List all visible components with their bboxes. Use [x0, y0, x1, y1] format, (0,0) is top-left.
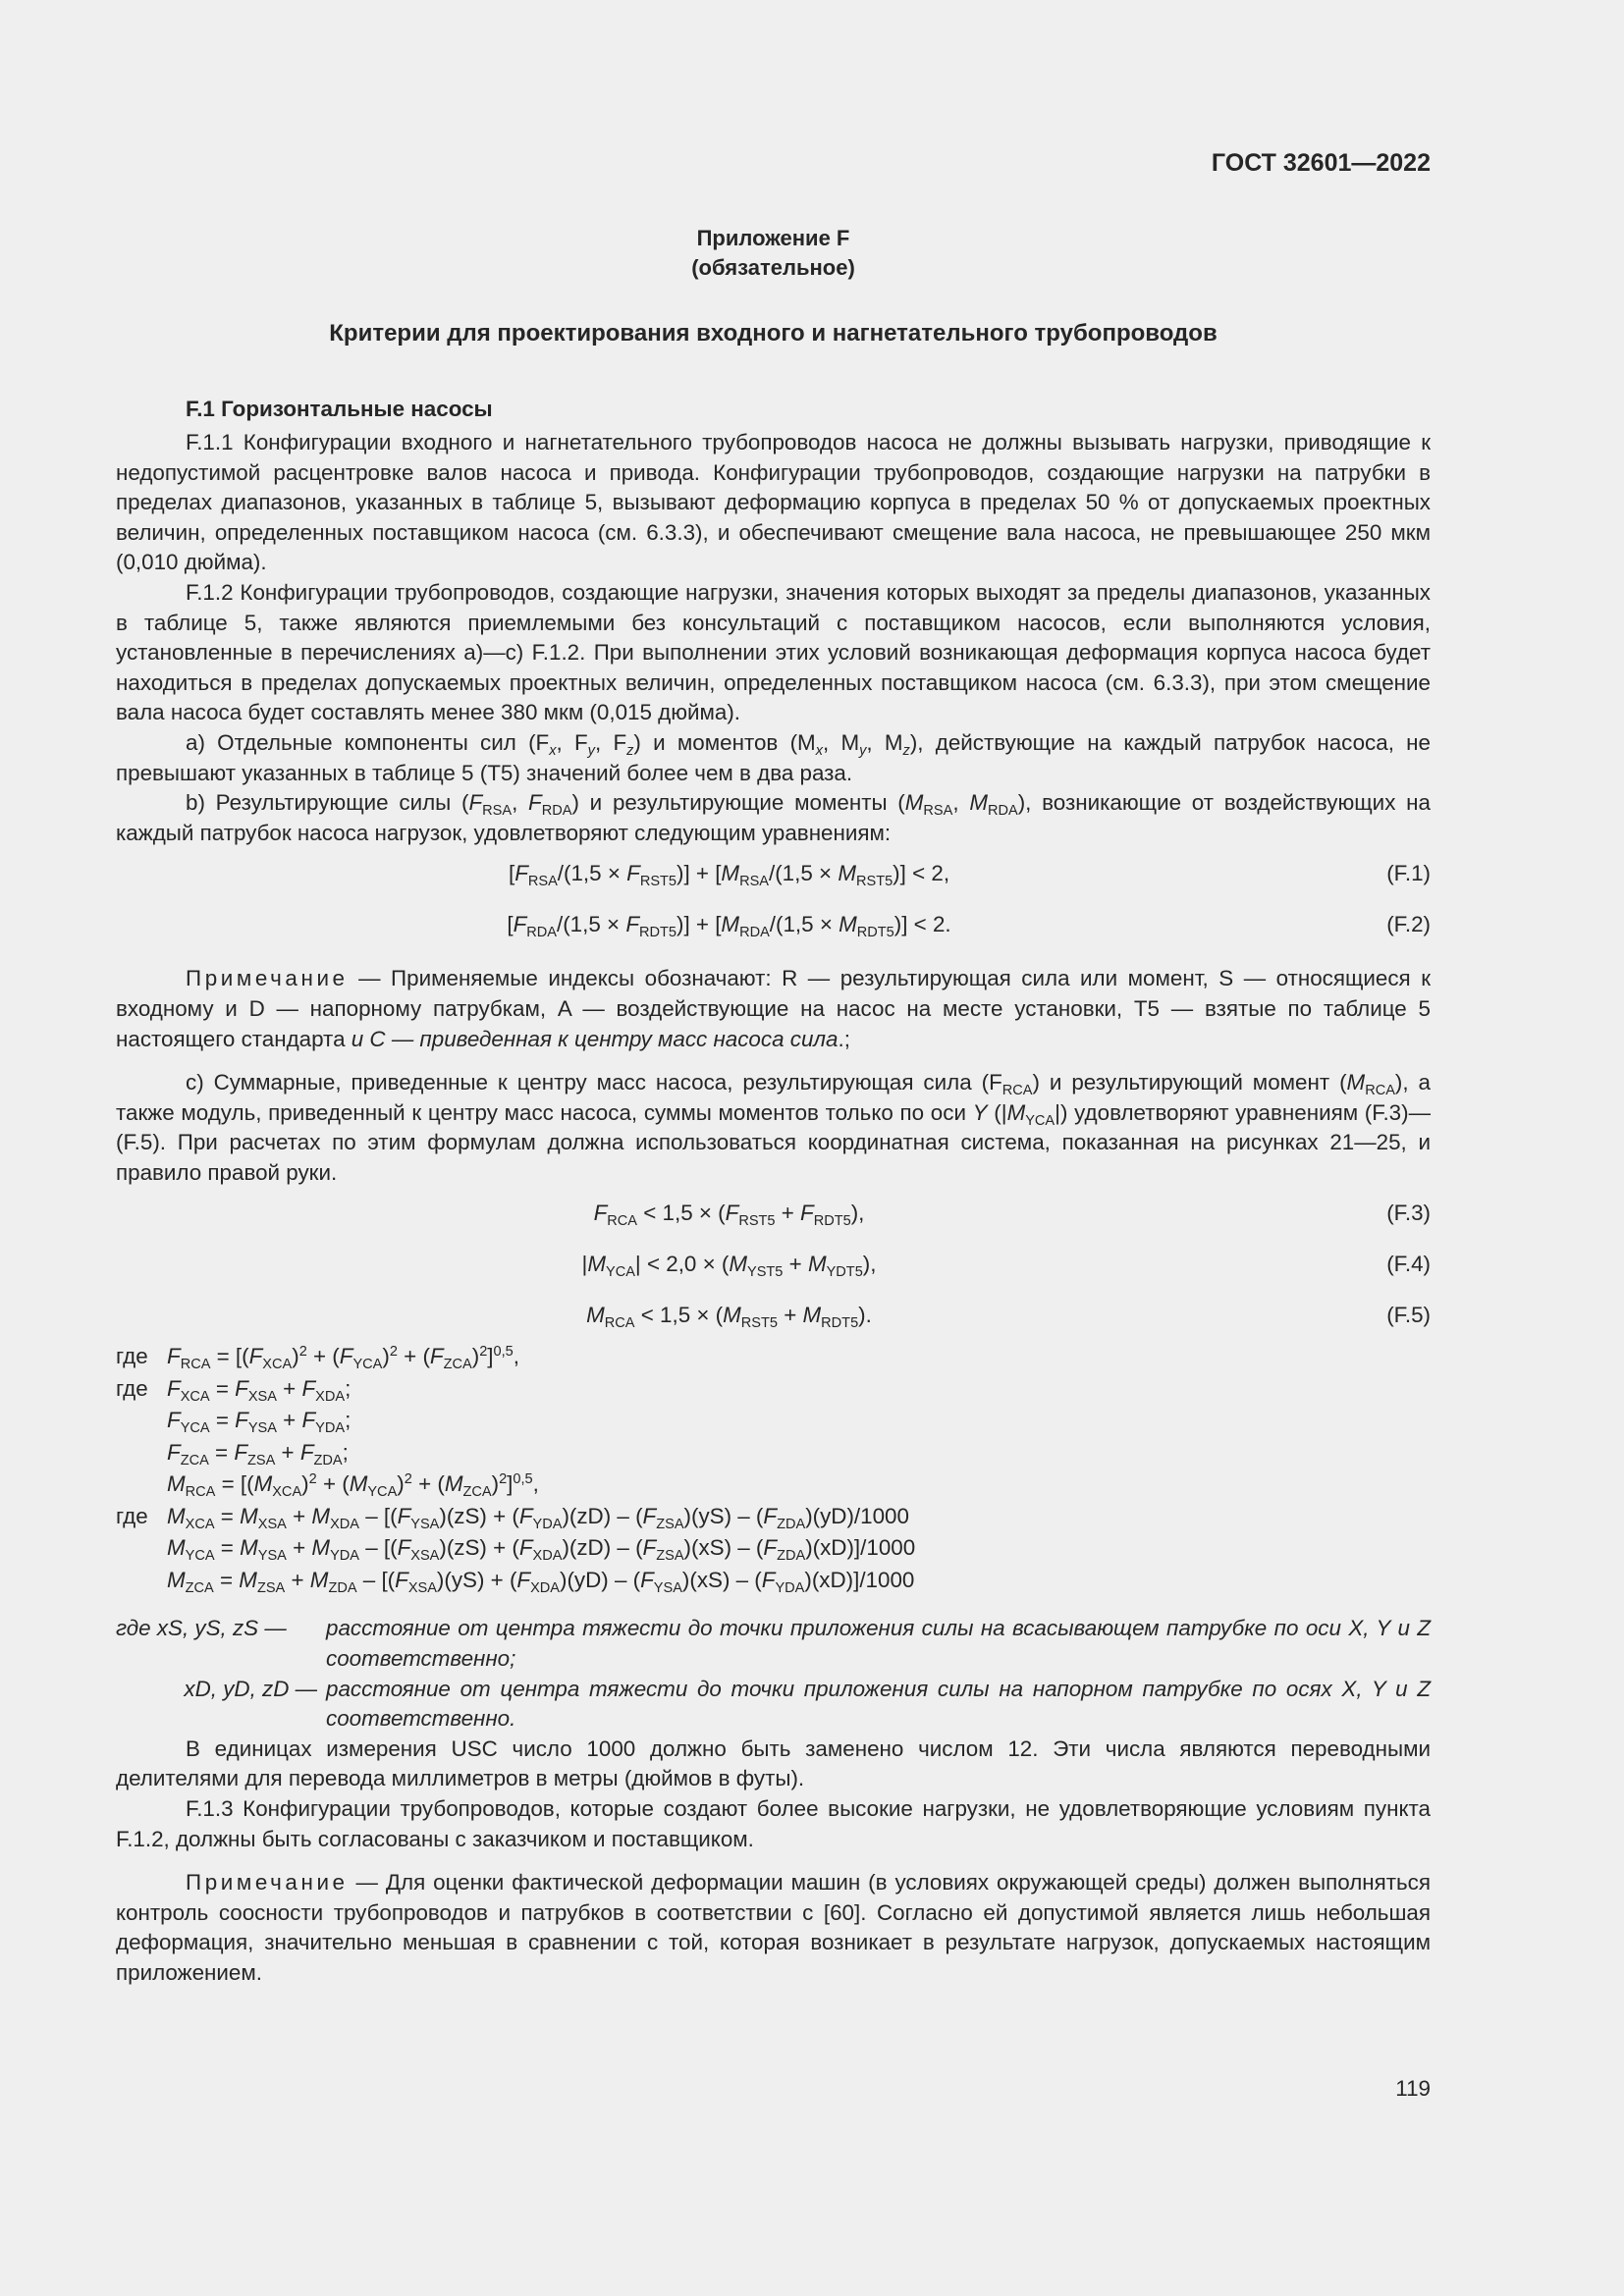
appendix-label: Приложение F [696, 226, 850, 250]
equation-f2: $[F_{RDA}/(1,5 \times F_{RDT5})] + [M_{RDA}/(1,5 \times M_{RDT5})] < 2$. (F.2) [116, 899, 1431, 950]
equation-number: (F.4) [1386, 1252, 1431, 1277]
document-code: ГОСТ 32601—2022 [1211, 149, 1431, 177]
equation-f5: $M_{RCA} < 1,5 \times (M_{RST5} + M_{RDT5})$. (F.5) [116, 1290, 1431, 1341]
appendix-heading [116, 224, 1431, 283]
where-label: где [116, 1503, 148, 1528]
where-label: где [116, 1344, 148, 1369]
list-item-b: b) Результирующие силы ($F_{RSA}$, $F_{RDA}$) и результирующие моменты ($M_{RSA}$, $M_{RDA}$), возникающие от воздействующих на каждый патрубок насоса нагрузок, удовлетворяют следующим уравнениям: [116, 790, 1431, 845]
equation-f3: $F_{RCA} < 1,5 \times (F_{RST5} + F_{RDT5})$, (F.3) [116, 1188, 1431, 1239]
list-item-c: с) Суммарные, приведенные к центру масс насоса, результирующая сила $(F_{RCA})$ и результирующий момент $(M_{RCA})$, а также модуль, приведенный к центру масс насоса, суммы моментов только по оси Y $(|M_{YCA}|)$ удовлетворяют уравнениям (F.3)—(F.5). При расчетах по этим формулам должна использоваться координатная система, показанная на рисунках 21—25, и правило правой руки. [116, 1070, 1431, 1185]
definition-discharge [116, 1675, 1431, 1735]
paragraph-usc: В единицах измерения USC число 1000 должно быть заменено числом 12. Эти числа являются переводными делителями для перевода миллиметров в метры (дюймов в футы). [116, 1735, 1431, 1791]
list-item-a: а) Отдельные компоненты сил ($F_x$, $F_y$, $F_z$) и моментов ($M_x$, $M_y$, $M_z$), действующие на каждый патрубок насоса, не превышают указанных в таблице 5 (T5) значений более чем в два раза. [116, 729, 1431, 785]
definition-text: расстояние от центра тяжести до точки приложения силы на напорном патрубке по осях X, Y и Z соответственно. [326, 1676, 1431, 1732]
note-end: .; [838, 1026, 850, 1051]
equation-number: (F.1) [1386, 861, 1431, 886]
equation-f4: $|M_{YCA}| < 2,0 \times (M_{YST5} + M_{YDT5})$, (F.4) [116, 1239, 1431, 1290]
paragraph-f-1-3: F.1.3 Конфигурации трубопроводов, которые создают более высокие нагрузки, не удовлетворяющие условиям пункта F.1.2, должны быть согласованы с заказчиком и поставщиком. [116, 1796, 1431, 1851]
paragraph-f-1-1: F.1.1 Конфигурации входного и нагнетательного трубопроводов насоса не должны вызывать нагрузки, приводящие к недопустимой расцентровке валов насоса и привода. Конфигурации трубопроводов, создающие нагрузки на патрубки в пределах диапазонов, указанных в таблице 5, вызывают деформацию корпуса в пределах 50 % от допускаемых проектных величин, определенных поставщиком насоса (см. 6.3.3), и обеспечивают смещение вала насоса, не превышающее 250 мкм (0,010 дюйма). [116, 430, 1431, 575]
note-label: Примечание [186, 1870, 349, 1896]
formula-line: $M_{RCA} = [(M_{XCA})^2 + (M_{YCA})^2 + (M_{ZCA})^2]^{0,5}$, [167, 1471, 539, 1501]
equation-number: (F.5) [1386, 1303, 1431, 1328]
definition-term: xD, yD, zD — [184, 1676, 317, 1701]
formula-line: $M_{YCA} = M_{YSA} + M_{YDA} - [(F_{XSA})(zS) + (F_{XDA})(zD) - (F_{ZSA})(xS) - (F_{ZDA})(xD)]/1000$ [167, 1535, 916, 1565]
definition-text: расстояние от центра тяжести до точки приложения силы на всасывающем патрубке по оси X, Y и Z соответственно; [326, 1616, 1431, 1672]
note-label: Примечание [186, 966, 349, 991]
note-italic-text: и С — приведенная к центру масс насоса сила [351, 1026, 839, 1051]
formula-line: где $M_{XCA} = M_{XSA} + M_{XDA} - [(F_{YSA})(zS) + (F_{YDA})(zD) - (F_{ZSA})(yS) - (F_{ZDA})(yD)/1000$ [116, 1501, 1431, 1533]
formula-line: где $F_{RCA} = [(F_{XCA})^2 + (F_{YCA})^2 + (F_{ZCA})^2]^{0,5}$, [116, 1341, 1431, 1373]
annex-title: Критерии для проектирования входного и нагнетательного трубопроводов [329, 320, 1218, 347]
equation-f1: $[F_{RSA}/(1,5 \times F_{RST5})] + [M_{RSA}/(1,5 \times M_{RST5})] < 2$, (F.1) [116, 848, 1431, 899]
section-heading: F.1 Горизонтальные насосы [186, 397, 493, 421]
formula-line: $F_{YCA} = F_{YSA} + F_{YDA}$; [167, 1408, 352, 1437]
equation-number: (F.2) [1386, 912, 1431, 937]
formula-line: $M_{ZCA} = M_{ZSA} + M_{ZDA} - [(F_{XSA})(yS) + (F_{XDA})(yD) - (F_{YSA})(xS) - (F_{YDA})(xD)]/1000$ [167, 1567, 915, 1597]
page-number: 119 [1395, 2076, 1431, 2101]
paragraph-f-1-2: F.1.2 Конфигурации трубопроводов, создающие нагрузки, значения которых выходят за пределы диапазонов, указанных в таблице 5, также являются приемлемыми без консультаций с поставщиком насосов, если выполняются условия, установленные в перечислениях а)—с) F.1.2. При выполнении этих условий возникающая деформация корпуса насоса будет находиться в пределах допускаемых проектных величин, определенных поставщиком насоса (см. 6.3.3), при этом смещение вала насоса будет составлять менее 380 мкм (0,015 дюйма). [116, 579, 1431, 725]
formula-line: $F_{ZCA} = F_{ZSA} + F_{ZDA}$; [167, 1439, 349, 1469]
formula-block [116, 1341, 1431, 1596]
document-body [116, 395, 1431, 2002]
appendix-status: (обязательное) [691, 255, 855, 280]
formula-line: где $F_{XCA} = F_{XSA} + F_{XDA}$; [116, 1373, 1431, 1406]
definitions-list [116, 1614, 1431, 1734]
where-label: где [116, 1375, 148, 1401]
note-text: — Для оценки фактической деформации машин (в условиях окружающей среды) должен выполняться контроль соосности трубопроводов и патрубков в соответствии с [60]. Согласно ей допустимой является лишь небольшая деформация, значительно меньшая в сравнении с той, которая возникает в результате нагрузок, допускаемых настоящим приложением. [116, 1870, 1431, 1985]
definition-suction [116, 1614, 1431, 1674]
note-1 [116, 964, 1431, 1054]
note-text: — Применяемые индексы обозначают: R — результирующая сила или момент, S — относящиеся к входному и D — напорному патрубкам, A — воздействующие на насос на месте установки, T5 — взятые по таблице 5 настоящего стандарта [116, 966, 1431, 1051]
definition-term: где xS, yS, zS — [116, 1616, 287, 1641]
note-2 [116, 1868, 1431, 1988]
equation-number: (F.3) [1386, 1201, 1431, 1226]
